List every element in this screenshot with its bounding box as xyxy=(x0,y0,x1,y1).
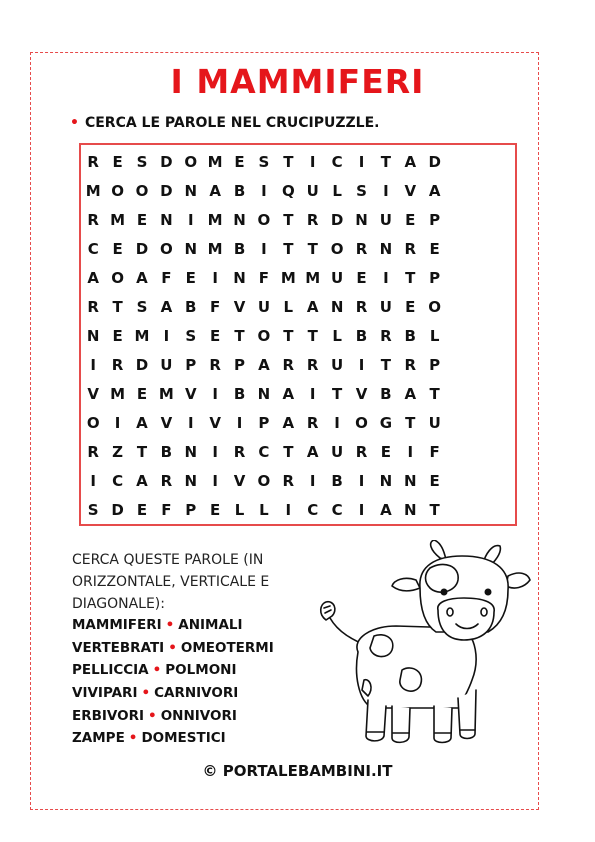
instruction xyxy=(70,115,379,131)
grid-letter: S xyxy=(87,500,99,519)
grid-letter: I xyxy=(212,442,218,461)
grid-letter: I xyxy=(407,442,414,461)
grid-letter: I xyxy=(236,413,243,432)
word-list-line xyxy=(72,617,274,640)
grid-letter: O xyxy=(257,210,271,229)
grid-letter: R xyxy=(87,297,99,316)
grid-letter: S xyxy=(258,152,270,171)
grid-letter: U xyxy=(306,181,319,200)
word-separator: • xyxy=(165,617,175,633)
grid-letter: E xyxy=(112,152,123,171)
grid-letter: Z xyxy=(112,442,124,461)
grid-letter: T xyxy=(234,326,245,345)
grid-letter: O xyxy=(257,471,271,490)
grid-letter: M xyxy=(85,181,101,200)
grid-letter: R xyxy=(355,442,368,461)
grid-letter: E xyxy=(429,239,440,258)
grid-letter: N xyxy=(379,471,393,490)
grid-letter: A xyxy=(209,181,221,200)
grid-letter: R xyxy=(404,355,417,374)
grid-letter: V xyxy=(404,181,417,200)
word-separator: • xyxy=(168,639,177,656)
grid-letter: C xyxy=(258,442,270,461)
grid-letter: A xyxy=(87,268,99,287)
grid-letter: R xyxy=(282,355,295,374)
grid-letter: E xyxy=(429,471,440,490)
grid-letter: O xyxy=(184,152,198,171)
grid-letter: P xyxy=(185,355,197,374)
grid-letter: A xyxy=(428,181,441,200)
grid-row xyxy=(81,263,447,292)
grid-row xyxy=(81,292,447,321)
grid-letter: E xyxy=(185,268,196,287)
grid-letter: O xyxy=(159,239,173,258)
grid-letter: N xyxy=(160,210,173,229)
grid-letter: L xyxy=(429,326,440,345)
grid-letter: M xyxy=(110,210,126,229)
grid-letter: U xyxy=(257,297,271,316)
grid-letter: I xyxy=(358,152,365,171)
grid-letter: P xyxy=(429,355,441,374)
grid-letter: F xyxy=(258,268,270,287)
grid-letter: O xyxy=(330,239,344,258)
grid-letter: A xyxy=(136,471,148,490)
grid-letter: D xyxy=(330,210,344,229)
grid-letter: E xyxy=(136,210,148,229)
grid-letter: A xyxy=(380,500,392,519)
grid-letter: E xyxy=(112,239,123,258)
grid-letter: I xyxy=(358,500,365,519)
grid-letter: P xyxy=(234,355,246,374)
search-word: ONNIVORI xyxy=(160,707,237,724)
grid-letter: O xyxy=(428,297,442,316)
grid-letter: R xyxy=(306,210,319,229)
grid-letter: M xyxy=(207,210,223,229)
grid-letter: M xyxy=(305,268,321,287)
grid-letter: P xyxy=(185,500,197,519)
grid-letter: M xyxy=(207,152,223,171)
grid-letter: I xyxy=(309,152,316,171)
page-title: I MAMMIFERI xyxy=(170,62,425,101)
search-word: CARNIVORI xyxy=(154,685,239,702)
search-word: ZAMPE xyxy=(72,730,125,747)
grid-letter: D xyxy=(160,181,173,200)
grid-letter: A xyxy=(282,384,295,403)
grid-letter: T xyxy=(307,239,318,258)
word-list-line xyxy=(72,662,274,685)
grid-letter: R xyxy=(282,471,295,490)
word-separator: • xyxy=(128,730,138,747)
grid-letter: R xyxy=(87,442,99,461)
grid-letter: A xyxy=(160,297,173,316)
grid-letter: N xyxy=(233,210,246,229)
grid-letter: B xyxy=(160,442,173,461)
grid-letter: R xyxy=(404,239,417,258)
grid-letter: I xyxy=(358,471,365,490)
grid-letter: G xyxy=(379,413,393,432)
grid-letter: E xyxy=(210,326,221,345)
grid-letter: B xyxy=(355,326,368,345)
grid-letter: A xyxy=(282,413,295,432)
grid-letter: O xyxy=(257,326,271,345)
grid-letter: A xyxy=(258,355,270,374)
grid-letter: N xyxy=(403,471,417,490)
grid-letter: N xyxy=(403,500,417,519)
grid-letter: D xyxy=(111,500,124,519)
grid-letter: V xyxy=(355,384,368,403)
grid-letter: N xyxy=(184,471,198,490)
grid-letter: T xyxy=(283,442,294,461)
grid-letter: L xyxy=(234,500,245,519)
grid-row xyxy=(81,379,447,408)
grid-letter: T xyxy=(307,326,318,345)
grid-letter: R xyxy=(355,239,368,258)
grid-letter: T xyxy=(283,239,294,258)
grid-letter: M xyxy=(280,268,296,287)
grid-letter: E xyxy=(356,268,367,287)
grid-letter: I xyxy=(261,181,267,200)
grid-letter: T xyxy=(429,500,440,519)
grid-letter: A xyxy=(404,152,417,171)
grid-letter: N xyxy=(184,181,198,200)
grid-letter: E xyxy=(234,152,245,171)
grid-letter: I xyxy=(309,471,316,490)
grid-letter: S xyxy=(356,181,367,200)
grid-letter: E xyxy=(405,297,416,316)
grid-letter: T xyxy=(331,384,343,403)
grid-letter: T xyxy=(380,152,391,171)
grid-letter: T xyxy=(136,442,148,461)
grid-letter: R xyxy=(160,471,173,490)
grid-letter: R xyxy=(209,355,221,374)
grid-letter: C xyxy=(331,152,343,171)
grid-row xyxy=(81,321,447,350)
grid-letter: V xyxy=(160,413,173,432)
grid-letter: T xyxy=(112,297,123,316)
grid-row xyxy=(81,234,447,263)
grid-letter: T xyxy=(283,210,294,229)
grid-letter: N xyxy=(184,442,198,461)
grid-row xyxy=(81,205,447,234)
grid-row xyxy=(81,147,447,176)
grid-letter: I xyxy=(90,355,96,374)
grid-letter: S xyxy=(136,297,148,316)
grid-letter: M xyxy=(158,384,174,403)
search-word: DOMESTICI xyxy=(141,730,226,747)
grid-letter: R xyxy=(306,413,319,432)
grid-letter: I xyxy=(309,384,316,403)
grid-row xyxy=(81,466,447,495)
grid-letter: I xyxy=(212,268,218,287)
grid-letter: T xyxy=(283,152,294,171)
grid-letter: U xyxy=(428,413,441,432)
grid-letter: D xyxy=(160,152,173,171)
grid-letter: E xyxy=(380,442,391,461)
grid-letter: E xyxy=(405,210,416,229)
grid-letter: E xyxy=(136,500,148,519)
grid-letter: R xyxy=(380,326,392,345)
grid-letter: N xyxy=(379,239,393,258)
words-intro: CERCA QUESTE PAROLE (IN ORIZZONTALE, VERTICALE E DIAGONALE): xyxy=(72,552,270,612)
grid-letter: T xyxy=(429,384,440,403)
grid-letter: A xyxy=(306,297,319,316)
grid-letter: I xyxy=(285,500,292,519)
grid-letter: N xyxy=(257,384,271,403)
grid-letter: I xyxy=(212,471,218,490)
grid-letter: I xyxy=(334,413,340,432)
grid-letter: F xyxy=(429,442,440,461)
grid-letter: B xyxy=(404,326,416,345)
grid-letter: B xyxy=(233,181,246,200)
word-list-line xyxy=(72,708,274,731)
search-word: VIVIPARI xyxy=(72,685,138,702)
grid-letter: I xyxy=(212,384,218,403)
grid-letter: R xyxy=(87,210,99,229)
word-separator: • xyxy=(141,685,151,702)
grid-letter: I xyxy=(383,181,389,200)
grid-letter: A xyxy=(136,413,148,432)
search-word: VERTEBRATI xyxy=(72,639,165,656)
grid-letter: D xyxy=(135,239,149,258)
word-list-line xyxy=(72,730,274,753)
grid-letter: O xyxy=(135,181,149,200)
grid-letter: T xyxy=(380,355,391,374)
grid-letter: O xyxy=(111,268,124,287)
footer-copyright: © PORTALEBAMBINI.IT xyxy=(202,762,393,780)
grid-row xyxy=(81,437,447,466)
grid-letter: C xyxy=(87,239,99,258)
grid-letter: M xyxy=(110,384,126,403)
grid-letter: T xyxy=(405,413,416,432)
grid-letter: I xyxy=(163,326,170,345)
grid-letter: A xyxy=(404,384,417,403)
bullet-dot-icon: • xyxy=(70,115,79,131)
grid-letter: U xyxy=(379,297,392,316)
word-separator: • xyxy=(152,662,162,679)
grid-letter: U xyxy=(379,210,392,229)
search-word: OMEOTERMI xyxy=(180,639,274,656)
word-search-grid xyxy=(81,147,447,524)
grid-letter: R xyxy=(233,442,246,461)
grid-letter: R xyxy=(355,297,368,316)
grid-letter: M xyxy=(134,326,150,345)
grid-letter: B xyxy=(233,239,246,258)
grid-letter: Q xyxy=(281,181,295,200)
cow-illustration xyxy=(312,540,534,752)
grid-row xyxy=(81,350,447,379)
grid-letter: O xyxy=(355,413,368,432)
grid-letter: V xyxy=(87,384,99,403)
grid-letter: N xyxy=(184,239,198,258)
grid-letter: T xyxy=(283,326,294,345)
grid-letter: A xyxy=(136,268,148,287)
grid-letter: C xyxy=(307,500,319,519)
grid-letter: V xyxy=(233,297,246,316)
grid-letter: U xyxy=(160,355,173,374)
grid-letter: C xyxy=(112,471,124,490)
grid-row xyxy=(81,495,447,524)
grid-letter: I xyxy=(261,239,267,258)
grid-letter: B xyxy=(380,384,392,403)
grid-letter: B xyxy=(331,471,343,490)
grid-letter: O xyxy=(86,413,100,432)
grid-letter: C xyxy=(331,500,343,519)
grid-letter: I xyxy=(90,471,96,490)
grid-letter: M xyxy=(207,239,223,258)
grid-letter: N xyxy=(355,210,368,229)
grid-letter: L xyxy=(259,500,269,519)
grid-letter: L xyxy=(283,297,294,316)
grid-letter: P xyxy=(258,413,270,432)
grid-letter: I xyxy=(383,268,389,287)
grid-letter: R xyxy=(111,355,124,374)
grid-letter: U xyxy=(331,355,344,374)
grid-letter: P xyxy=(429,210,441,229)
grid-letter: B xyxy=(233,384,246,403)
search-word: POLMONI xyxy=(165,662,237,679)
instruction-text: CERCA LE PAROLE NEL CRUCIPUZZLE. xyxy=(84,115,380,131)
grid-letter: U xyxy=(331,268,344,287)
grid-letter: E xyxy=(210,500,221,519)
grid-letter: F xyxy=(210,297,221,316)
word-list xyxy=(72,617,274,753)
grid-letter: E xyxy=(112,326,123,345)
grid-letter: O xyxy=(111,181,124,200)
grid-letter: I xyxy=(114,413,121,432)
grid-letter: R xyxy=(306,355,319,374)
grid-letter: L xyxy=(332,326,342,345)
grid-letter: R xyxy=(87,152,99,171)
grid-letter: B xyxy=(185,297,197,316)
grid-letter: S xyxy=(136,152,148,171)
grid-letter: F xyxy=(161,268,172,287)
grid-letter: I xyxy=(187,210,194,229)
grid-letter: A xyxy=(306,442,319,461)
grid-letter: I xyxy=(187,413,194,432)
grid-letter: P xyxy=(429,268,441,287)
search-word: PELLICCIA xyxy=(72,662,149,679)
grid-letter: S xyxy=(185,326,197,345)
grid-letter: N xyxy=(86,326,100,345)
grid-letter: U xyxy=(331,442,344,461)
grid-letter: D xyxy=(428,152,441,171)
word-separator: • xyxy=(148,707,157,724)
grid-row xyxy=(81,176,447,205)
grid-letter: D xyxy=(135,355,149,374)
grid-letter: V xyxy=(209,413,221,432)
grid-letter: N xyxy=(330,297,344,316)
grid-letter: F xyxy=(161,500,172,519)
grid-letter: N xyxy=(233,268,246,287)
word-list-line xyxy=(72,685,274,708)
grid-letter: V xyxy=(184,384,197,403)
search-word: ERBIVORI xyxy=(72,707,145,724)
grid-row xyxy=(81,408,447,437)
grid-letter: V xyxy=(233,471,246,490)
grid-letter: E xyxy=(136,384,148,403)
word-list-line xyxy=(72,640,274,663)
grid-letter: T xyxy=(405,268,416,287)
search-word: MAMMIFERI xyxy=(72,617,162,633)
grid-letter: I xyxy=(358,355,365,374)
grid-letter: L xyxy=(332,181,342,200)
search-word: ANIMALI xyxy=(178,617,243,633)
